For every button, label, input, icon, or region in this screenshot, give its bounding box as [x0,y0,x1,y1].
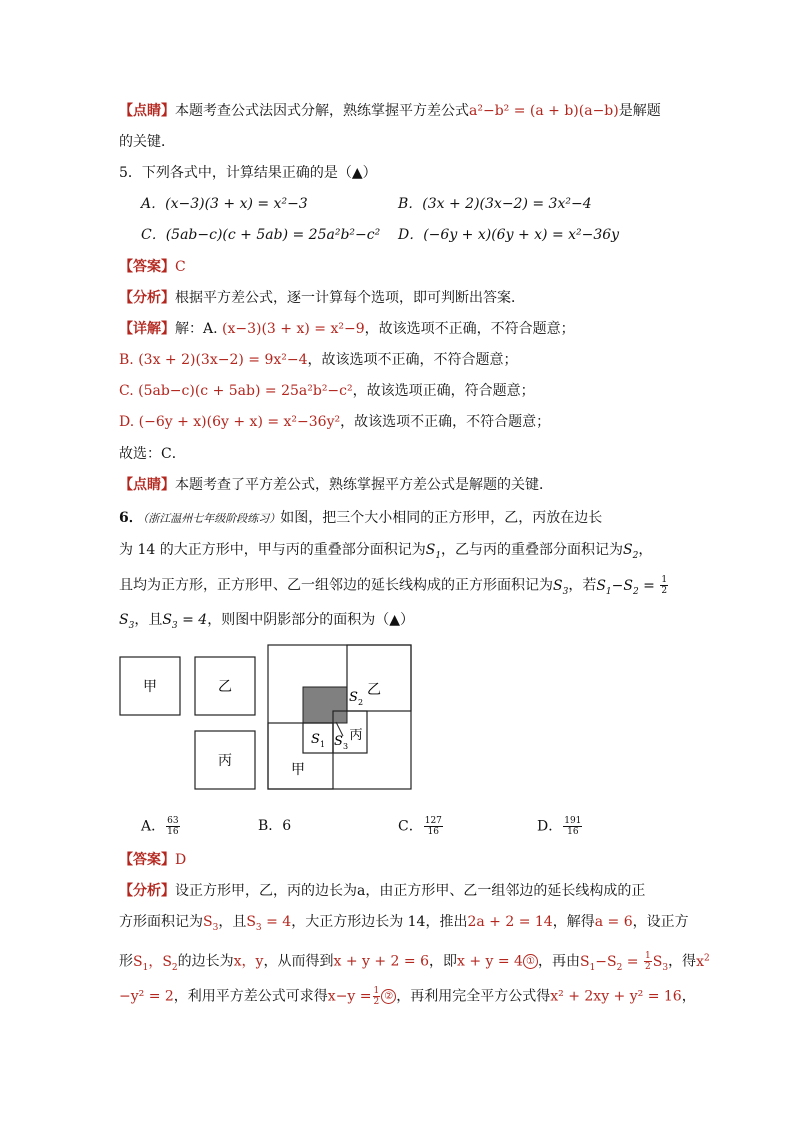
detail-c-verdict: ，故该选项正确，符合题意； [352,383,535,399]
q6-option-b: B．6 [258,818,292,834]
q6-an-4e: x² + 2xy + y² = 16 [550,988,682,1005]
q5-choose: 故选：C． [119,446,186,462]
q6-option-d-label: D． [537,818,563,835]
q5-detail-a [119,319,684,339]
q5-option-b: B．(3x + 2)(3x−2) = 3x²−4 [398,196,592,212]
detail-a-label: 解：A. [175,321,218,337]
q6-option-a-label: A． [141,818,166,835]
q6-analysis-2: 方形面积记为$S_3$，且$S_3 = 4$，大正方形边长为 14，推出2a + 2 = 14，解得a = 6，设正方 [119,914,689,933]
q6-source: （浙江温州七年级阶段练习） [142,512,281,525]
detail-d-label: D. [119,414,135,430]
q6-an-3b: 的边长为 [177,953,234,970]
q6-number: 6． [119,510,143,526]
detail-b-formula: (3x + 2)(3x−2) = 9x²−4 [138,352,308,368]
q6-an-2f: a = 6 [594,914,633,930]
label-yi-placed: 乙 [367,682,381,698]
square-jia-placed [268,723,333,789]
q6-an-2c: ，大正方形边长为 14，推出 [291,914,468,930]
q5-detail-c [119,381,684,401]
q6-an-3g: x + y = 4 [456,953,523,970]
q6-option-a-den: 16 [167,827,179,837]
q6-an-4c: x−y = [327,988,372,1005]
label-s3-sub: 3 [343,742,349,751]
q6-stem-2: 为 14 的大正方形中，甲与丙的重叠部分面积记为$S_1$，乙与丙的重叠部分面积记为$S_2$， [119,542,653,561]
q5-option-a: A．(x−3)(3 + x) = x²−3 [141,196,308,212]
q6-an-3f: ，即 [428,953,457,970]
detail-c-formula: (5ab−c)(c + 5ab) = 25a²b²−c² [138,383,353,399]
q6-stem-1 [119,508,684,529]
dianjing-tag: 【点睛】 [119,103,175,119]
circle-1: ① [523,954,538,969]
detail-a-verdict: ，故该选项不正确，不符合题意； [364,321,575,337]
q6-an-2b: ，且 [218,914,247,930]
q6-analysis-tag: 【分析】 [119,883,175,899]
q6-option-a [141,816,181,837]
q6-an-2e: ，解得 [552,914,595,930]
label-yi: 乙 [218,679,232,695]
q6-answer [119,850,684,870]
q6-option-d-den: 16 [567,827,579,837]
q6-an-2g: ，设正方 [632,914,689,930]
q6-analysis-text-1: 设正方形甲，乙，丙的边长为a，由正方形甲、乙一组邻边的延长线构成的正 [175,883,646,899]
dianjing-text: 本题考查公式法因式分解，熟练掌握平方差公式 [175,103,469,119]
circle-2: ② [381,989,396,1004]
q6-an-3d: ，从而得到 [263,953,334,970]
q5-detail-d [119,412,684,432]
detail-b-label: B. [119,352,134,368]
label-s2: S [349,690,358,705]
q6-stem-text-2b: ，乙与丙的重叠部分面积记为 [441,542,624,558]
q6-an-3a: 形 [119,953,133,970]
q6-option-d-num: 191 [564,816,582,826]
analysis-text: 根据平方差公式，逐一计算每个选项，即可判断出答案． [175,290,525,306]
q6-an-4f: ， [681,988,696,1005]
q6-stem-3: 且均为正方形，正方形甲、乙一组邻边的延长线构成的正方形面积记为$S_3$，若$S_1-S_2$ = $\frac{1}{2}$ [119,575,668,597]
q6-an-3c: x，y [233,953,264,970]
answer-value: C [175,259,186,275]
shaded-region [303,687,347,723]
detail-tag: 【详解】 [119,321,175,337]
label-s1: S [311,732,320,747]
q6-an-4a: −y² = 2 [119,988,174,1005]
dianjing-text-b: 是解题 [618,103,661,119]
q6-an-3e: x + y + 2 = 6 [333,953,429,970]
label-s3: S [334,734,343,749]
q6-an-3h: ，再由 [537,953,580,970]
label-s1-sub: 1 [320,740,326,749]
dianjing-text-c: 的关键． [119,134,175,150]
q6-answer-tag: 【答案】 [119,852,175,868]
q5-stem: 5．下列各式中，计算结果正确的是（▲） [119,165,377,181]
dianjing-line-1 [119,101,684,121]
q6-an-4b: ，利用平方差公式可求得 [173,988,328,1005]
dianjing-text-2: 本题考查了平方差公式，熟练掌握平方差公式是解题的关键． [175,477,553,493]
q5-dianjing [119,475,684,495]
q6-an-4d: ，再利用完全平方公式得 [396,988,551,1005]
q5-option-d: D．(−6y + x)(6y + x) = x²−36y [398,227,620,243]
q6-stem-text-1: 如图，把三个大小相同的正方形甲，乙，丙放在边长 [280,510,603,526]
label-bing: 丙 [218,753,232,769]
q6-analysis-4: −y² = 2，利用平方差公式可求得x−y = $\frac{1}{2}$ ② ，再利用完全平方公式得x² + 2xy + y² = 16， [119,986,696,1007]
q5-detail-b [119,350,684,370]
q6-stem-4: $S_3$，且$S_3 = 4$，则图中阴影部分的面积为（▲） [119,612,414,631]
q6-stem-text-3a: 且均为正方形，正方形甲、乙一组邻边的延长线构成的正方形面积记为 [119,577,553,594]
q6-option-c [398,816,444,837]
detail-d-formula: (−6y + x)(6y + x) = x²−36y² [138,414,341,430]
diff-squares-formula: a²−b² = (a + b)(a−b) [469,103,619,119]
q5-option-c: C．(5ab−c)(c + 5ab) = 25a²b²−c² [141,227,381,243]
q6-option-a-num: 63 [167,816,179,826]
detail-c-label: C. [119,383,134,399]
dianjing-line-2 [119,132,684,152]
label-bing-placed: 丙 [349,728,363,743]
q6-an-3i: ，得 [668,953,697,970]
label-s2-sub: 2 [358,698,364,707]
answer-tag: 【答案】 [119,259,175,275]
detail-a-formula: (x−3)(3 + x) = x²−9 [222,321,365,337]
q6-option-c-den: 16 [427,827,440,837]
q6-stem-text-2a: 为 14 的大正方形中，甲与丙的重叠部分面积记为 [119,542,426,558]
q6-option-c-label: C． [398,818,423,835]
dianjing-tag-2: 【点睛】 [119,477,175,493]
analysis-tag: 【分析】 [119,290,175,306]
q6-stem-text-3b: ，若 [568,577,597,594]
q6-analysis-1 [119,881,684,901]
q6-figure [118,642,414,792]
q6-stem-text-4a: ，且 [134,612,163,628]
detail-b-verdict: ，故该选项不正确，不符合题意； [307,352,518,368]
q6-stem-text-4b: ，则图中阴影部分的面积为（▲） [207,612,414,628]
label-jia: 甲 [143,679,157,695]
q6-an-2d: 2a + 2 = 14 [467,914,553,930]
q5-answer [119,257,684,277]
detail-d-verdict: ，故该选项不正确，不符合题意； [340,414,551,430]
q6-answer-value: D [175,852,187,868]
q6-analysis-3: 形$S_1$，$S_2$的边长为x，y，从而得到x + y + 2 = 6，即x + y = 4 ① ，再由$S_1-S_2$ = $\frac{1}{2}$ $S_3$，得$x^2$ [119,951,710,973]
q6-option-c-num: 127 [424,816,442,826]
q6-option-d [537,816,583,837]
q6-an-2a: 方形面积记为 [119,914,203,930]
label-jia-placed: 甲 [291,762,305,778]
q5-analysis [119,288,684,308]
